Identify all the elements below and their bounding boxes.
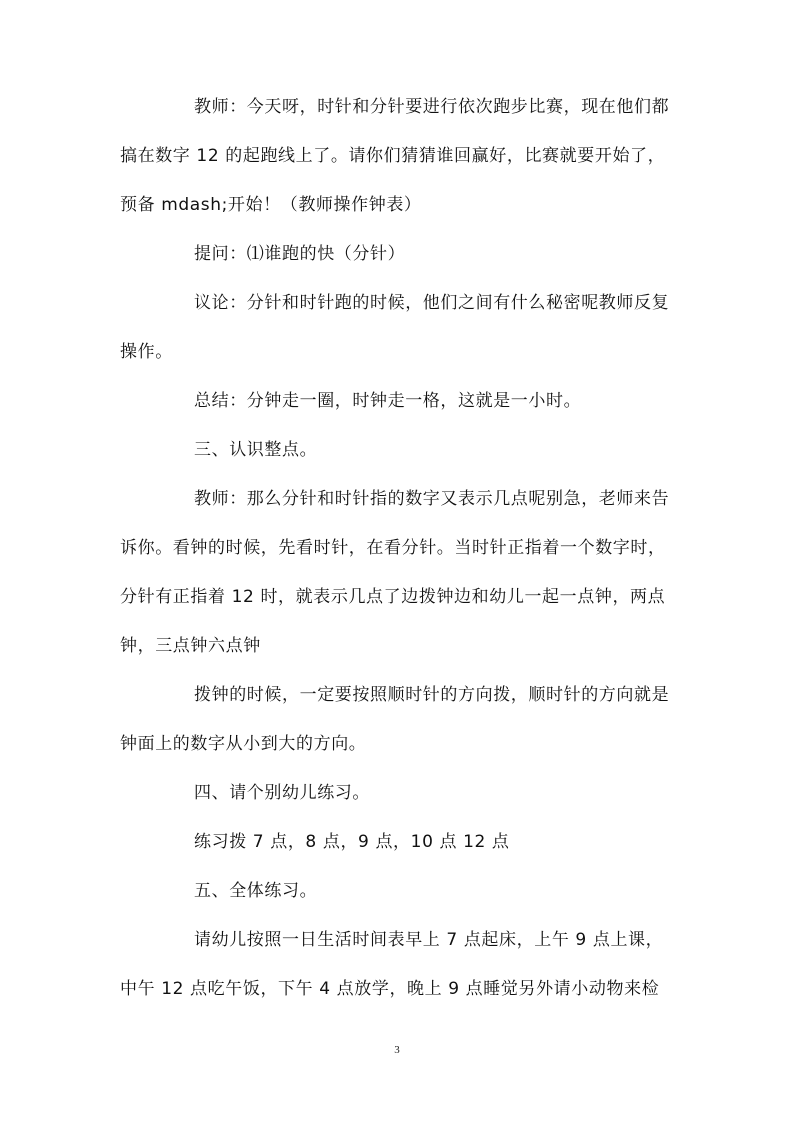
section-heading-group-practice: 五、全体练习。 [194,881,318,901]
paragraph-teacher-explain: 教师：那么分针和时针指的数字又表示几点呢别急，老师来告诉你。看钟的时候，先看时针，在看分针。当时针正指着一个数字时，分针有正指着 12 时，就表示几点了边拨钟边和幼儿一起一点钟，两点钟，三点钟六点钟 [120,489,670,656]
paragraph-question: 提问：⑴谁跑的快（分针） [194,244,406,264]
page-number: 3 [394,1044,400,1056]
paragraph-practice-times: 练习拨 7 点，8 点，9 点，10 点 12 点 [194,832,510,852]
paragraph-teacher-race: 教师：今天呀，时针和分针要进行依次跑步比赛，现在他们都搞在数字 12 的起跑线上了。请你们猜猜谁回赢好，比赛就要开始了，预备 mdash;开始！（教师操作钟表） [120,97,670,215]
paragraph-summary: 总结：分钟走一圈，时钟走一格，这就是一小时。 [194,391,582,411]
paragraph-discussion: 议论：分针和时针跑的时候，他们之间有什么秘密呢教师反复操作。 [120,293,670,362]
paragraph-daily-schedule: 请幼儿按照一日生活时间表早上 7 点起床，上午 9 点上课，中午 12 点吃午饭，下午 4 点放学，晚上 9 点睡觉另外请小动物来检 [120,930,664,999]
paragraph-clockwise: 拨钟的时候，一定要按照顺时针的方向拨，顺时针的方向就是钟面上的数字从小到大的方向。 [120,685,670,754]
section-heading-whole-hours: 三、认识整点。 [194,440,318,460]
section-heading-individual-practice: 四、请个别幼儿练习。 [194,783,370,803]
